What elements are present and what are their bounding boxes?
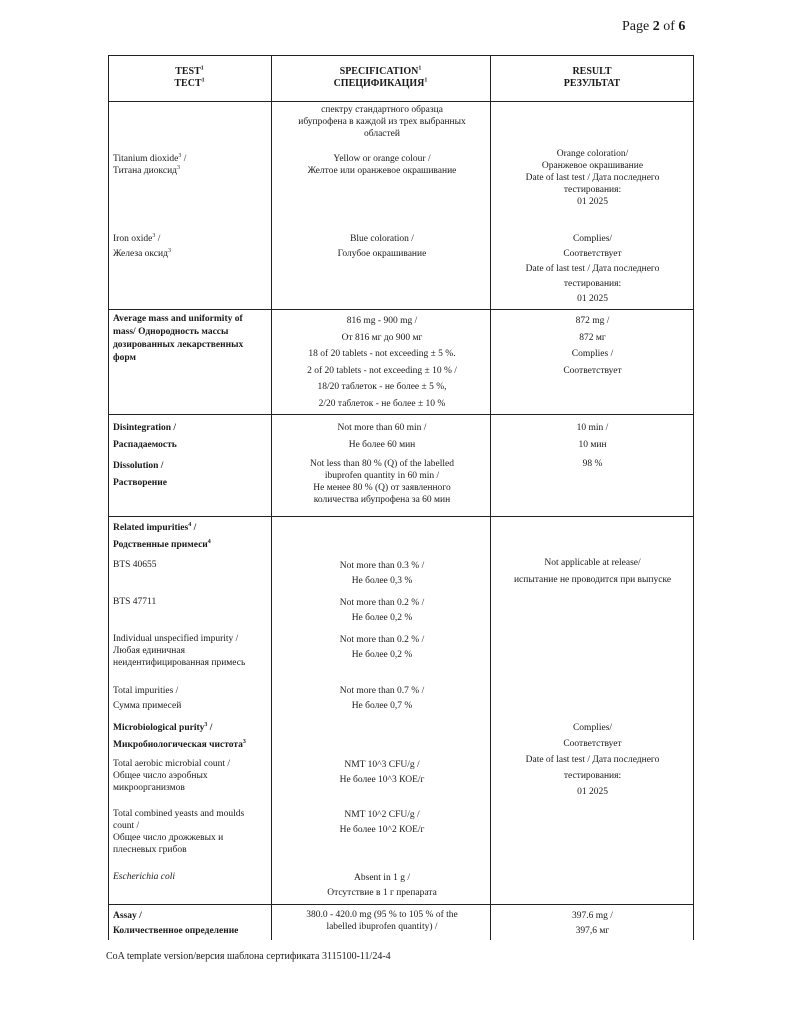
iron-test: Iron oxide$^3$ / Железа оксид$^3$ xyxy=(113,232,171,259)
iron-result: Complies/ Соответствует Date of last test / Дата последнего тестирования: 01 2025 xyxy=(525,234,660,304)
micro-title: Microbiological purity$^3$ / Микробиологическая чистота$^3$ xyxy=(113,721,246,750)
mass-result: 872 mg / 872 мг Complies / Соответствует xyxy=(563,316,622,376)
micro-ecoli-test: Escherichia coli xyxy=(113,872,175,882)
impurity-bts47711-spec: Not more than 0.2 % / Не более 0,2 % xyxy=(339,598,425,623)
row-divider xyxy=(108,309,694,310)
impurity-individual-spec: Not more than 0.2 % / Не более 0,2 % xyxy=(339,635,425,660)
header-result: RESULT РЕЗУЛЬТАТ xyxy=(563,66,621,89)
titanium-spec: Yellow or orange colour / Желтое или оранжевое окрашивание xyxy=(307,154,457,176)
micro-ecoli-spec: Absent in 1 g / Отсутствие в 1 г препарата xyxy=(327,873,437,898)
dissolution-test: Dissolution / Растворение xyxy=(113,461,167,488)
row-divider xyxy=(108,516,694,517)
micro-yeasts-test: Total combined yeasts and moulds count / Общее число дрожжевых и плесневых грибов xyxy=(113,809,245,855)
impurity-total-spec: Not more than 0.7 % / Не более 0,7 % xyxy=(339,686,425,711)
dissolution-result: 98 % xyxy=(582,459,603,469)
impurity-individual-test: Individual unspecified impurity / Любая единичная неидентифицированная примесь xyxy=(113,634,246,668)
titanium-test: Titanium dioxide$^3$ / Титана диоксид$^3$ xyxy=(113,152,187,176)
page-number: Page 2 of 6 xyxy=(622,19,686,34)
micro-yeasts-spec: NMT 10^2 CFU/g / Не более 10^2 КОЕ/г xyxy=(339,810,425,835)
continued-spec: спектру стандартного образца ибупрофена в каждой из трех выбранных областей xyxy=(298,105,466,139)
impurity-bts47711-test: BTS 47711 xyxy=(113,597,157,607)
iron-spec: Blue coloration / Голубое окрашивание xyxy=(337,234,427,259)
micro-aerobic-test: Total aerobic microbial count / Общее число аэробных микроорганизмов xyxy=(113,759,230,793)
column-divider xyxy=(271,55,272,940)
assay-result: 397.6 mg / 397,6 мг xyxy=(572,911,613,936)
impurity-total-test: Total impurities / Сумма примесей xyxy=(113,686,182,711)
micro-aerobic-spec: NMT 10^3 CFU/g / Не более 10^3 КОЕ/г xyxy=(339,760,425,785)
disintegration-result: 10 min / 10 мин xyxy=(576,423,609,450)
disintegration-spec: Not more than 60 min / Не более 60 мин xyxy=(337,423,427,450)
row-divider xyxy=(108,101,694,102)
header-specification: SPECIFICATION$^1$ СПЕЦИФИКАЦИЯ$^1$ xyxy=(333,65,428,89)
impurities-result: Not applicable at release/ испытание не проводится при выпуске xyxy=(513,558,672,585)
impurity-bts40655-spec: Not more than 0.3 % / Не более 0,3 % xyxy=(339,561,425,586)
template-version-footer: CoA template version/версия шаблона сертификата 3115100-11/24-4 xyxy=(106,951,391,962)
micro-result: Complies/ Соответствует Date of last test / Дата последнего тестирования: 01 2025 xyxy=(525,723,660,797)
titanium-result: Orange coloration/ Оранжевое окрашивание Date of last test / Дата последнего тестирования: 01 2025 xyxy=(525,149,660,207)
disintegration-test: Disintegration / Распадаемость xyxy=(113,423,177,450)
mass-spec: 816 mg - 900 mg / От 816 мг до 900 мг 18 of 20 tablets - not exceeding ± 5 %. 2 of 20 tablets - not exceeding ± 10 % / 18/20 таблеток - не более ± 5 %, 2/20 таблеток - не более ± 10 % xyxy=(307,316,457,409)
row-divider xyxy=(108,904,694,905)
dissolution-spec: Not less than 80 % (Q) of the labelled ibuprofen quantity in 60 min / Не менее 80 % (Q) от заявленного количества ибупрофена за 60 мин xyxy=(309,459,455,505)
impurity-bts40655-test: BTS 40655 xyxy=(113,560,157,570)
assay-test: Assay / Количественное определение xyxy=(113,911,239,936)
impurities-title: Related impurities$^4$ / Родственные примеси$^4$ xyxy=(113,521,211,550)
row-divider xyxy=(108,414,694,415)
mass-test: Average mass and uniformity of mass/ Однородность массы дозированных лекарственных форм xyxy=(113,314,244,363)
header-test: TEST$^1$ ТЕСТ$^1$ xyxy=(174,65,205,89)
assay-spec: 380.0 - 420.0 mg (95 % to 105 % of the labelled ibuprofen quantity) / xyxy=(306,910,458,932)
